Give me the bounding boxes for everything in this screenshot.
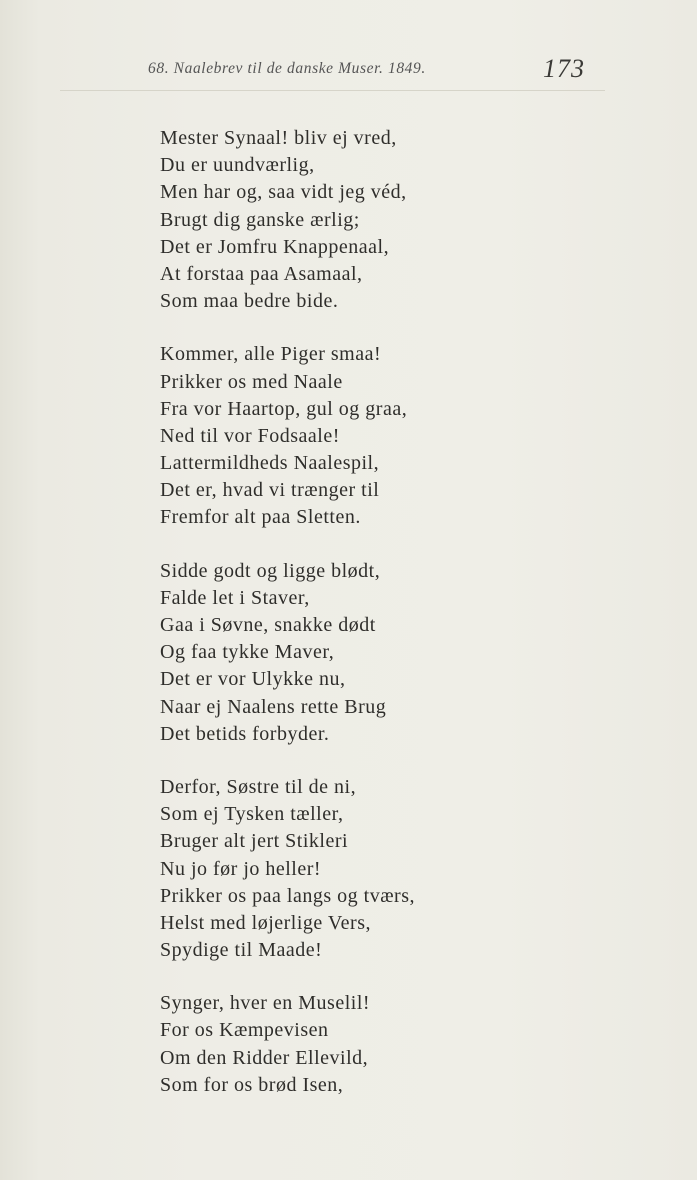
verse-line: At forstaa paa Asamaal, — [160, 262, 363, 285]
stanza — [160, 341, 660, 531]
page-header — [0, 54, 697, 94]
stanza — [160, 990, 660, 1099]
stanza — [160, 774, 660, 964]
verse-line: Helst med løjerlige Vers, — [160, 911, 371, 934]
verse-line: Derfor, Søstre til de ni, — [160, 775, 357, 798]
verse-line: Gaa i Søvne, snakke dødt — [160, 614, 376, 636]
header-rule — [60, 90, 605, 91]
verse-line: Kommer, alle Piger smaa! — [160, 343, 382, 366]
verse-line: Det er Jomfru Knappenaal, — [160, 235, 390, 258]
verse-line: Ned til vor Fodsaale! — [160, 424, 340, 447]
verse-line: Spydige til Maade! — [160, 939, 323, 962]
verse-line: Brugt dig ganske ærlig; — [160, 208, 360, 231]
verse-line: Det er vor Ulykke nu, — [160, 668, 346, 691]
verse-line: Fremfor alt paa Sletten. — [160, 506, 361, 529]
verse-line: Som for os brød Isen, — [160, 1073, 344, 1096]
verse-line: For os Kæmpevisen — [160, 1019, 329, 1042]
verse-line: Bruger alt jert Stikleri — [160, 830, 349, 853]
verse-line: Falde let i Staver, — [160, 586, 310, 609]
verse-line: Det er, hvad vi trænger til — [160, 479, 380, 502]
stanza — [160, 558, 660, 748]
verse-line: Sidde godt og ligge blødt, — [160, 559, 381, 582]
verse-line: Nu jo før jo heller! — [160, 857, 322, 880]
verse-line: Som ej Tysken tæller, — [160, 803, 344, 826]
verse-line: Prikker os med Naale — [160, 370, 343, 393]
running-head: 68. Naalebrev til de danske Muser. 1849. — [148, 60, 426, 77]
verse-line: Og faa tykke Maver, — [160, 641, 335, 664]
verse-line: Naar ej Naalens rette Brug — [160, 695, 387, 718]
verse-line: Men har og, saa vidt jeg véd, — [160, 181, 407, 204]
verse-line: Det betids forbyder. — [160, 722, 330, 745]
verse-line: Som maa bedre bide. — [160, 290, 339, 313]
verse-line: Prikker os paa langs og tværs, — [160, 884, 415, 907]
stanza — [160, 125, 660, 315]
verse-line: Om den Ridder Ellevild, — [160, 1046, 369, 1069]
verse-line: Synger, hver en Muselil! — [160, 992, 371, 1015]
page-number: 173 — [543, 54, 585, 83]
poem — [160, 125, 660, 1125]
verse-line: Fra vor Haartop, gul og graa, — [160, 397, 408, 420]
verse-line: Lattermildheds Naalespil, — [160, 452, 380, 475]
verse-line: Du er uundværlig, — [160, 154, 315, 177]
verse-line: Mester Synaal! bliv ej vred, — [160, 127, 397, 149]
